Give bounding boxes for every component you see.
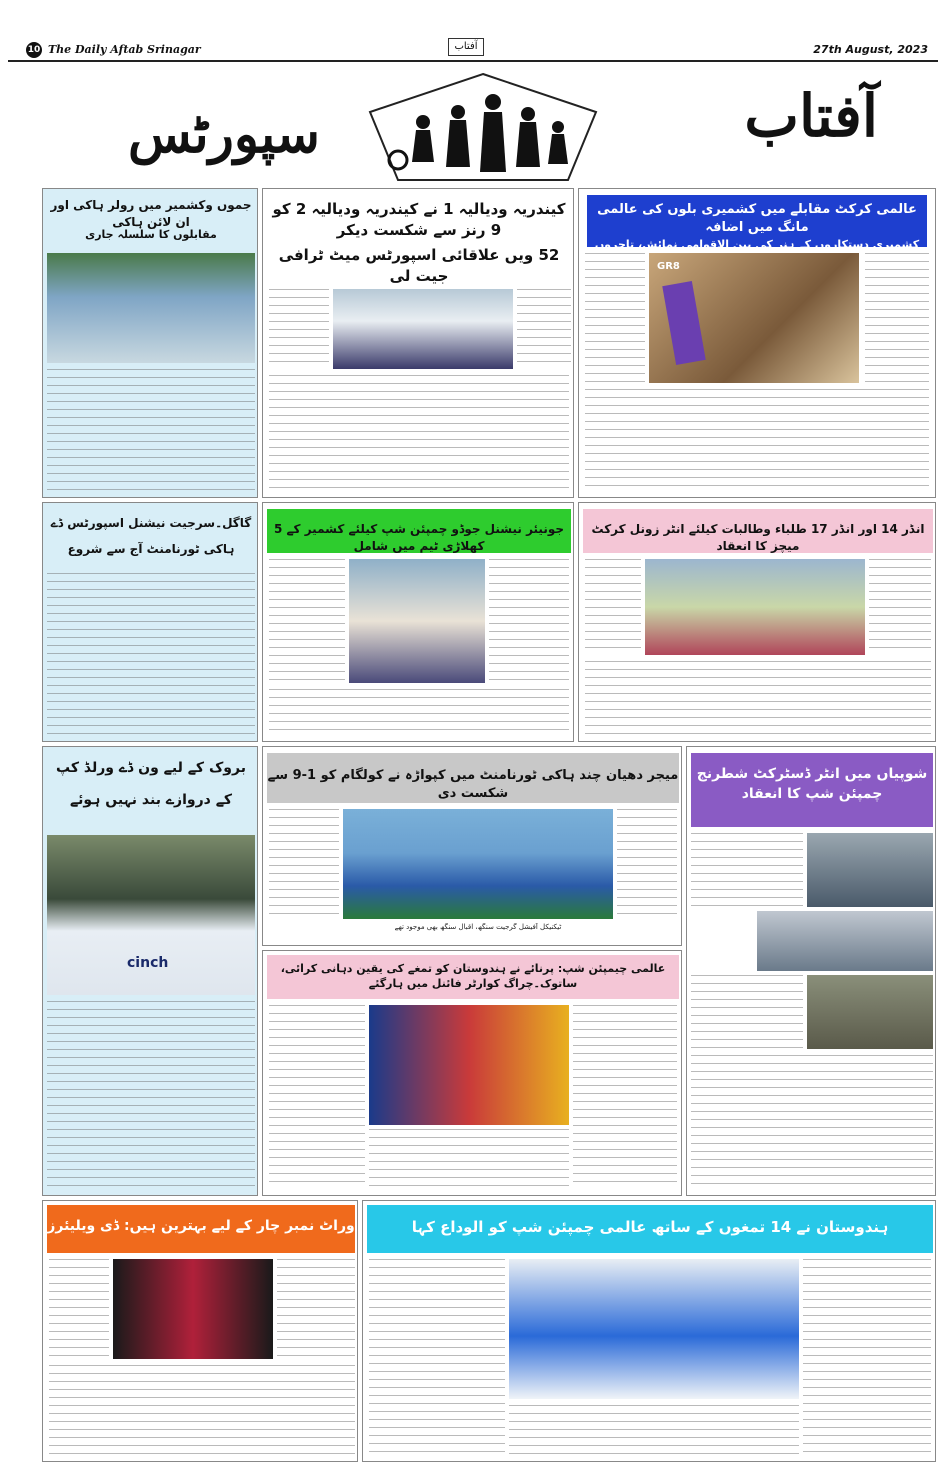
article-body [869, 559, 931, 655]
page-header [8, 40, 938, 62]
article-roller-hockey [42, 188, 258, 498]
bat-workshop-photo [649, 253, 859, 383]
photo-label: GR8 [657, 261, 680, 272]
team-photo [333, 289, 513, 369]
photo-caption: ٹیکنیکل آفیشل گرجیت سنگھ، اقبال سنگھ بھی موجود تھے [394, 923, 562, 931]
medal-winners-photo [509, 1259, 799, 1399]
article-body [489, 559, 569, 683]
article-chess [686, 746, 936, 1196]
article-body [865, 253, 929, 383]
header-logo: آفتاب [448, 38, 484, 56]
article-body [585, 559, 641, 655]
judo-team-photo [349, 559, 485, 683]
article-headline: جونیئر نیشنل جوڈو چمپئن شپ کیلئے کشمیر کے 5 کھلاڑی ٹیم میں شامل [267, 509, 571, 553]
article-body [49, 1259, 109, 1359]
article-body [573, 1005, 677, 1189]
article-body [585, 253, 645, 383]
article-body [803, 1259, 931, 1455]
article-headline: کیندریہ ودیالیہ 1 نے کیندریہ ودیالیہ 2 کو 9 رنز سے شکست دیکر [272, 200, 566, 239]
article-body [585, 389, 929, 491]
article-body [269, 375, 569, 493]
article-headline: میجر دھیان چند ہاکی ٹورنامنٹ میں کپواڑہ نے کولگام کو 1-9 سے شکست دی [267, 753, 679, 803]
issue-date: 27th August, 2023 [813, 43, 928, 56]
article-body [269, 559, 345, 683]
paper-name: The Daily Aftab Srinagar [48, 43, 201, 56]
article-headline: وراٹ نمبر چار کے لیے بہترین ہیں: ڈی ویلیئرز [47, 1205, 355, 1253]
article-headline: گاگل۔سرجیت نیشنل اسپورٹس ڈے [50, 516, 252, 530]
article-body [269, 689, 569, 737]
article-subhead: ہاکی ٹورنامنٹ آج سے شروع [67, 542, 235, 556]
article-hockey-tournament [42, 502, 258, 742]
article-interzonal-cricket [578, 502, 936, 742]
article-india-14-medals [362, 1200, 936, 1462]
article-body [269, 289, 329, 369]
article-headline: جموں وکشمیر میں رولر ہاکی اور ان لائن ہاکی [50, 198, 252, 229]
article-body [517, 289, 571, 369]
article-body [277, 1259, 355, 1359]
players-photo [113, 1259, 273, 1359]
article-judo [262, 502, 574, 742]
article-kv-sports-meet [262, 188, 574, 498]
cricketer-photo [47, 835, 255, 995]
article-headline [691, 753, 933, 827]
chess-photo-2 [757, 911, 933, 971]
article-headline: انڈر 14 اور انڈر 17 طلباء وطالبات کیلئے انٹر زونل کرکٹ میچز کا انعقاد [583, 509, 933, 553]
shirt-label: cinch [127, 955, 169, 971]
article-body [691, 833, 803, 909]
article-body [47, 1001, 255, 1189]
article-body [585, 661, 931, 737]
article-body [47, 573, 255, 737]
article-kashmir-bats [578, 188, 936, 498]
headline-text: عالمی کرکٹ مقابلے میں کشمیری بلوں کی عالمی مانگ میں اضافہ [597, 202, 917, 236]
article-de-villiers [42, 1200, 358, 1462]
masthead-title-right: آفتاب [744, 82, 878, 150]
chess-photo-1 [807, 833, 933, 907]
article-headline: عالمی چیمپئن شپ: پرنائے نے ہندوستان کو تمغے کی یقین دہانی کرائی، ساتوک۔چراگ کوارٹر فائنل میں ہارگئے [267, 955, 679, 999]
article-body [49, 1365, 355, 1455]
article-headline: ہندوستان نے 14 تمغوں کے ساتھ عالمی چمپئن شپ کو الوداع کہا [367, 1205, 933, 1253]
article-headline: بروک کے لیے ون ڈے ورلڈ کپ [56, 760, 246, 776]
page-number: 10 [26, 42, 42, 58]
article-body [369, 1259, 505, 1455]
article-dhyan-chand-hockey [262, 746, 682, 946]
article-subhead: مقابلوں کا سلسلہ جاری [85, 228, 217, 241]
article-body [691, 975, 803, 1049]
article-subhead: 52 ویں علاقائی اسپورٹس میٹ ٹرافی جیت لی [278, 246, 560, 285]
article-headline [587, 195, 927, 252]
article-body [269, 809, 339, 919]
article-brook [42, 746, 258, 1196]
article-prannoy [262, 950, 682, 1196]
subhead-text: کشمیری دستکاروں کے ہنر کی بین الاقوامی نمائش، تاجروں [594, 238, 920, 252]
article-body [269, 1005, 365, 1189]
hockey-rink-photo [47, 253, 255, 363]
headline-text: شوپیاں میں انٹر ڈسٹرکٹ شطرنج [696, 766, 928, 782]
subhead-text: چمپئن شپ کا انعقاد [741, 785, 883, 802]
section-masthead [8, 64, 938, 184]
badminton-photo [369, 1005, 569, 1125]
article-body [509, 1405, 799, 1455]
masthead-title-left: سپورٹس [128, 104, 321, 165]
sports-figures-icon [368, 72, 598, 182]
chess-photo-3 [807, 975, 933, 1049]
hockey-team-photo [343, 809, 613, 919]
article-body [369, 1129, 569, 1189]
article-subhead: کے دروازے بند نہیں ہوئے [69, 792, 233, 808]
cricket-match-photo [645, 559, 865, 655]
article-body [617, 809, 677, 919]
article-body [47, 369, 255, 493]
article-body [691, 1055, 933, 1189]
